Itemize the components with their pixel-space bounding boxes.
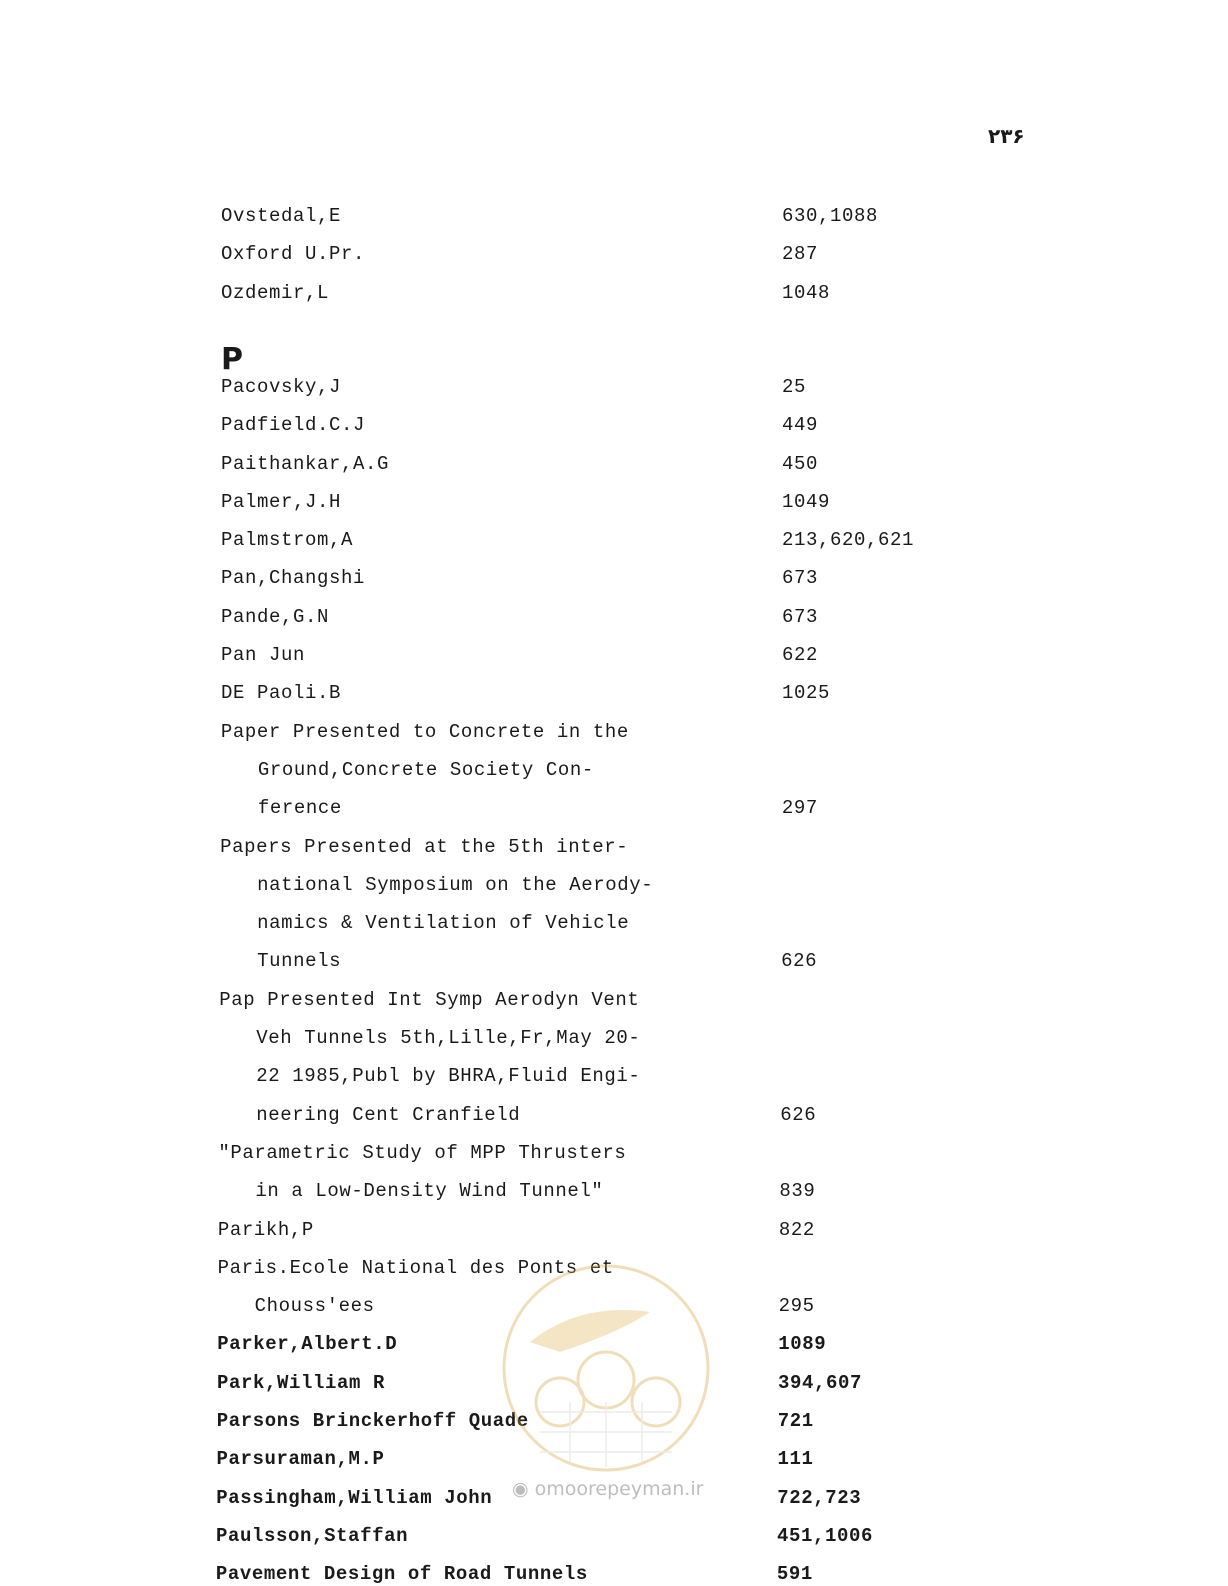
index-entry-pages: 591	[776, 1563, 813, 1586]
index-entry-pages: 1048	[782, 281, 831, 304]
index-entry-name: Paithankar,A.G	[221, 452, 390, 475]
watermark-text	[512, 1478, 703, 1500]
index-entry-pages: 721	[777, 1410, 814, 1432]
index-entry-pages: 25	[782, 375, 807, 398]
index-entry-name: Parker,Albert.D	[217, 1333, 398, 1356]
index-entry-name: Pande,G.N	[221, 605, 330, 628]
index-entry-name: Paris.Ecole National des Ponts et	[217, 1256, 614, 1279]
index-entry-pages: 111	[777, 1448, 814, 1471]
index-entry-pages: 449	[782, 414, 819, 437]
index-entry-continuation: Veh Tunnels 5th,Lille,Fr,May 20-	[256, 1027, 641, 1049]
watermark-url: omoorepeyman.ir	[534, 1478, 704, 1500]
index-entry-name: Parsons Brinckerhoff Quade	[216, 1410, 529, 1432]
index-entry-continuation: Chouss'ees	[254, 1295, 375, 1318]
index-entry-name: Pap Presented Int Symp Aerodyn Vent	[219, 988, 640, 1011]
index-entry-continuation: namics & Ventilation of Vehicle	[257, 912, 630, 935]
index-entry-name: Ozdemir,L	[221, 281, 330, 304]
index-entry-name: Pan Jun	[221, 644, 306, 666]
index-entry-name: Papers Presented at the 5th inter-	[220, 835, 629, 858]
index-entry-name: Palmstrom,A	[221, 529, 354, 552]
section-heading: P	[221, 341, 243, 377]
index-entry-pages: 722,723	[777, 1486, 862, 1509]
index-entry-continuation: ference	[257, 797, 342, 820]
index-entry-name: Pavement Design of Road Tunnels	[215, 1563, 588, 1586]
index-entry-name: Oxford U.Pr.	[221, 243, 366, 266]
index-entry-pages: 626	[781, 950, 818, 973]
index-entry-name: DE Paoli.B	[221, 682, 342, 705]
index-entry-pages: 626	[780, 1103, 817, 1126]
index-entry-name: Parikh,P	[217, 1218, 314, 1241]
index-entry-name: Paper Presented to Concrete in the	[220, 720, 629, 743]
index-entry-pages: 450	[782, 452, 819, 475]
index-entry-pages: 630,1088	[782, 205, 879, 227]
index-entry-pages: 622	[782, 644, 819, 666]
index-entry-continuation: national Symposium on the Aerody-	[257, 873, 654, 896]
globe-icon: ◉	[512, 1478, 529, 1500]
index-entry-pages: 1089	[778, 1333, 827, 1356]
watermark-logo	[500, 1262, 712, 1474]
index-entry-name: Pacovsky,J	[221, 375, 342, 398]
index-entry-pages: 839	[779, 1180, 816, 1203]
index-entry-name: Park,William R	[216, 1371, 385, 1394]
index-entry-name: "Parametric Study of MPP Thrusters	[218, 1141, 627, 1164]
index-entry-name: Parsuraman,M.P	[216, 1448, 385, 1471]
index-entry-continuation: Tunnels	[257, 950, 342, 973]
index-entry-continuation: 22 1985,Publ by BHRA,Fluid Engi-	[256, 1065, 641, 1088]
index-entry-pages: 1025	[782, 682, 831, 705]
index-entry-pages: 673	[782, 605, 819, 628]
index-entry-pages: 822	[778, 1218, 815, 1241]
page-number: ۲۳۶	[988, 124, 1025, 148]
index-entry-name: Ovstedal,E	[221, 205, 342, 227]
index-entry-pages: 213,620,621	[782, 529, 915, 552]
index-entry-pages: 673	[782, 567, 819, 590]
index-entry-name: Padfield.C.J	[221, 414, 366, 437]
index-entry-pages: 394,607	[777, 1371, 862, 1394]
index-entry-continuation: in a Low-Density Wind Tunnel"	[255, 1180, 604, 1203]
index-entry-continuation: Ground,Concrete Society Con-	[257, 758, 594, 781]
index-entry-continuation: neering Cent Cranfield	[256, 1103, 521, 1126]
index-entry-pages: 1049	[782, 490, 831, 513]
index-entry-name: Passingham,William John	[216, 1486, 493, 1509]
index-entry-pages: 297	[781, 797, 818, 820]
index-entry-pages: 451,1006	[777, 1524, 874, 1547]
index-entry-pages: 287	[782, 243, 819, 266]
index-entry-name: Paulsson,Staffan	[216, 1524, 409, 1547]
index-entry-pages: 295	[778, 1295, 815, 1318]
index-entry-name: Palmer,J.H	[221, 490, 342, 513]
index-entry-name: Pan,Changshi	[221, 567, 366, 590]
